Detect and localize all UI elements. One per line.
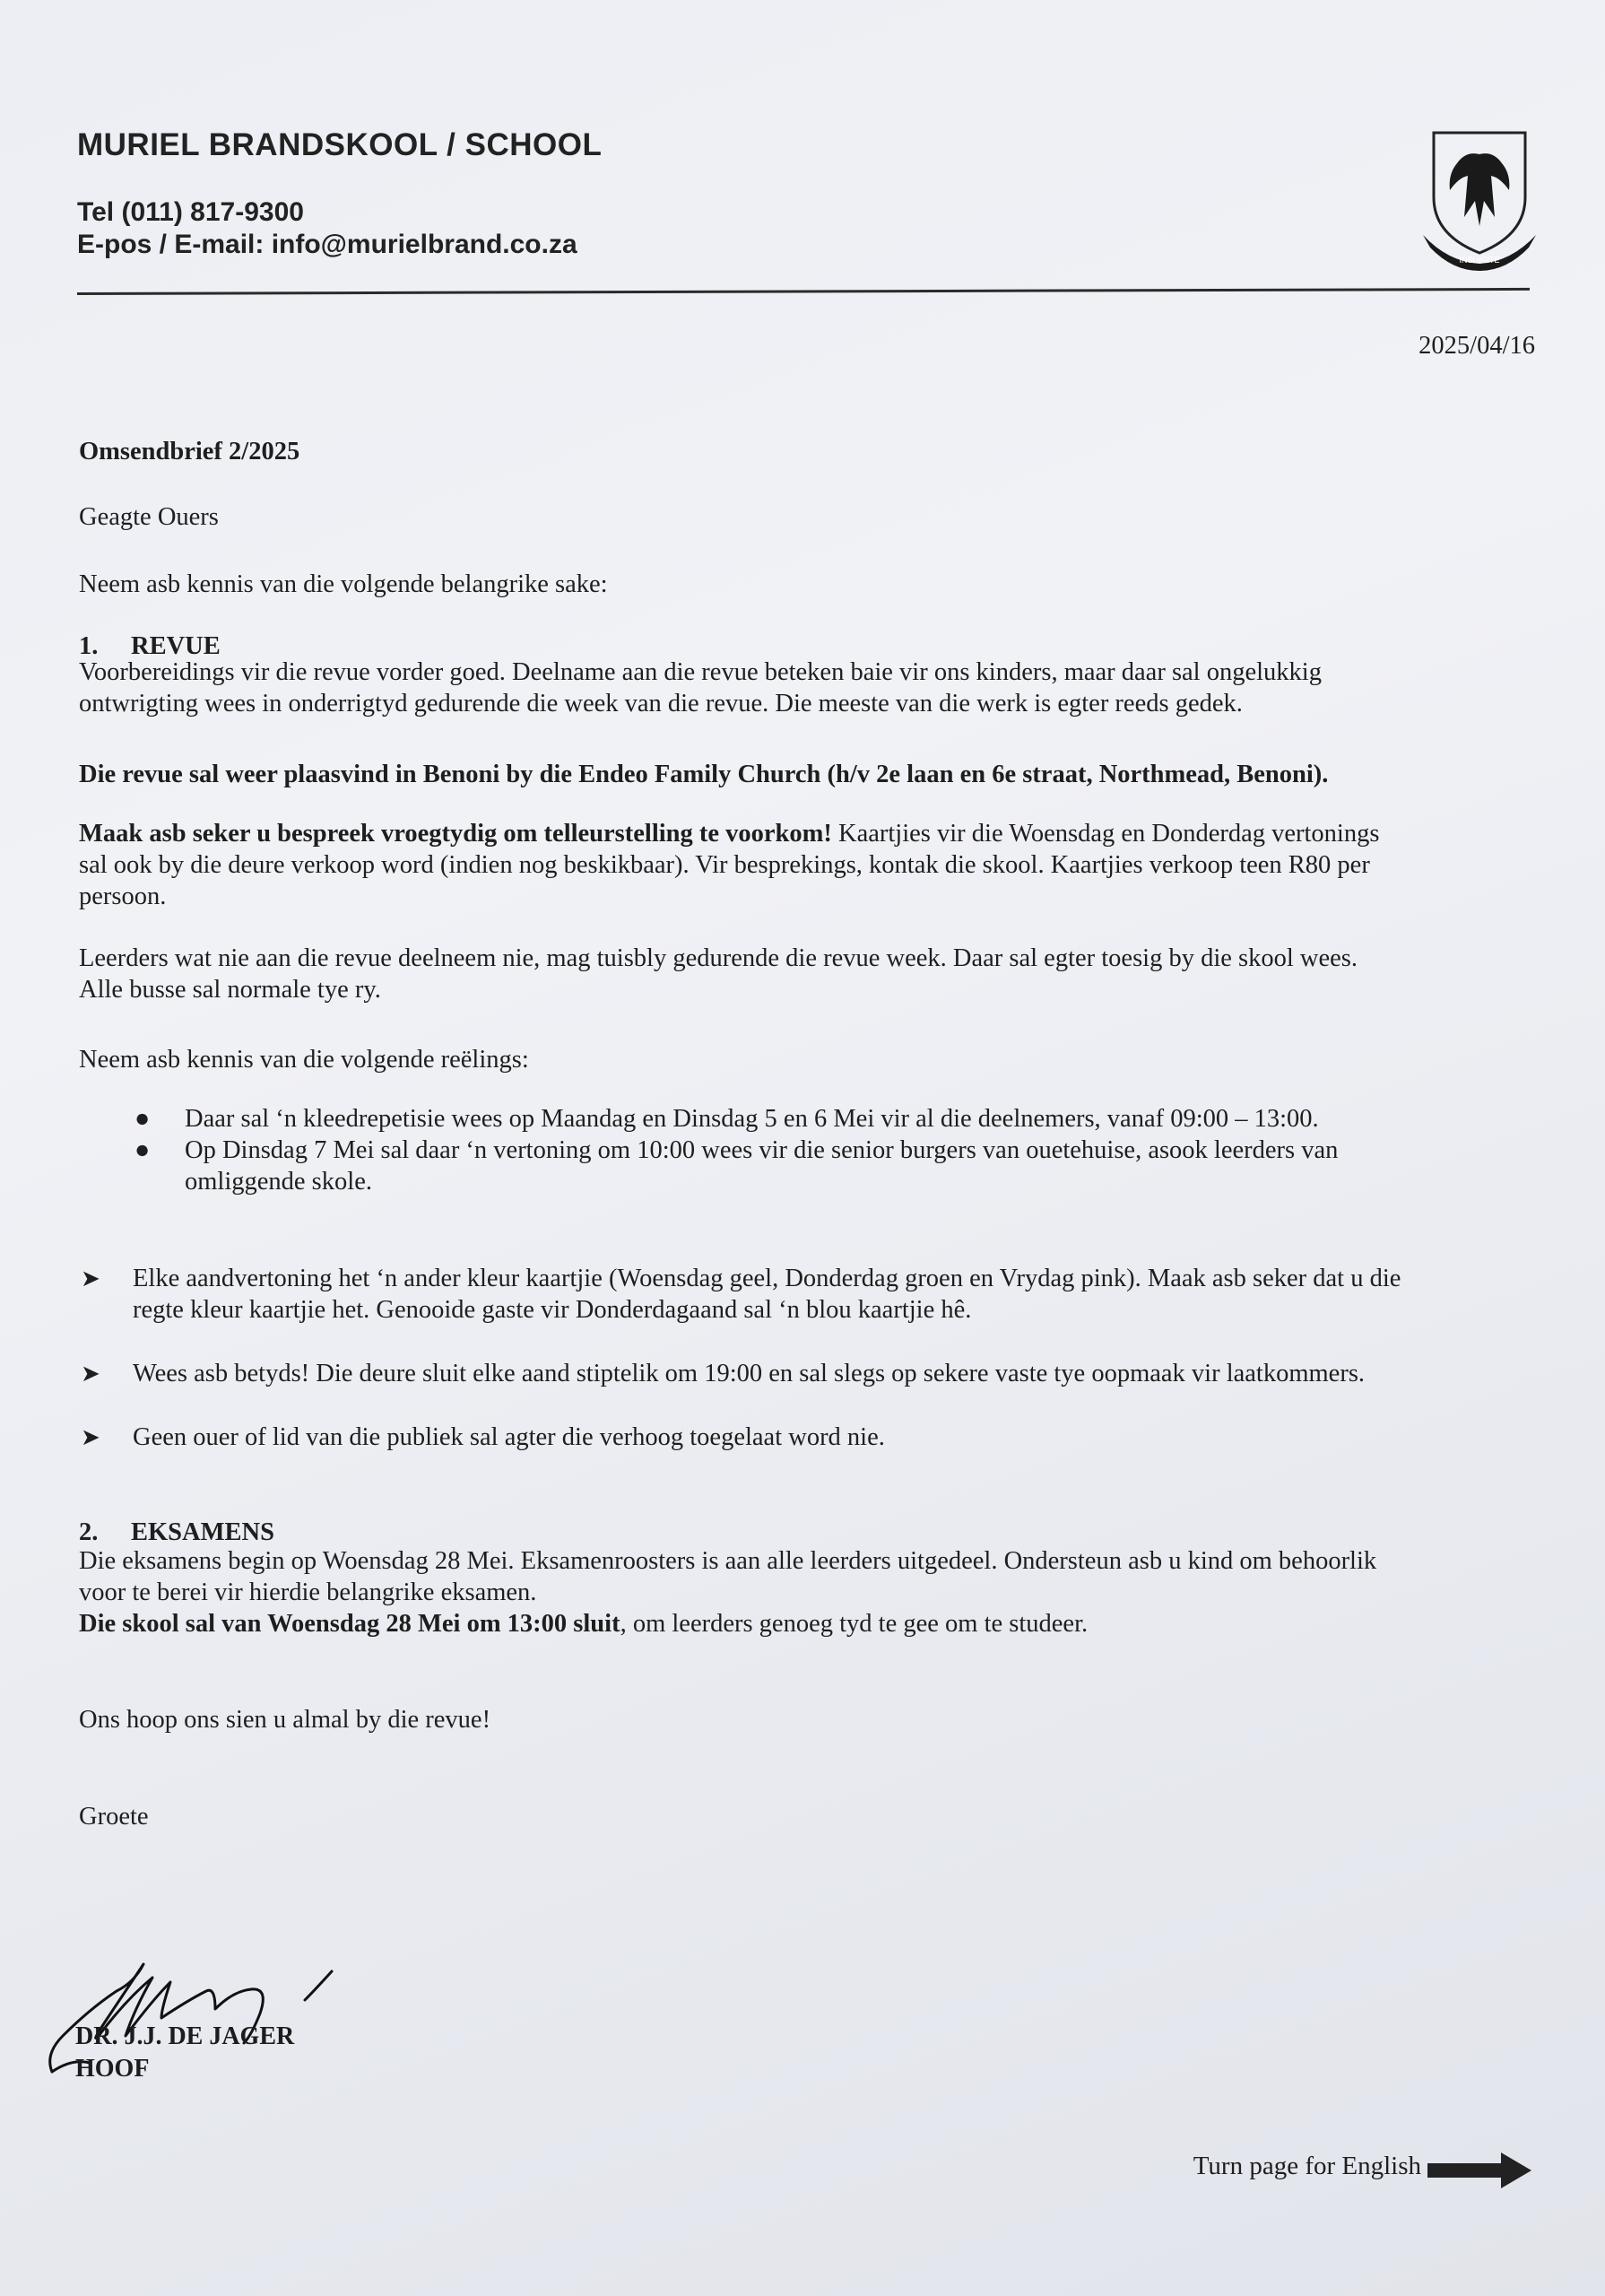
text-line: voor te berei vir hierdie belangrike eksamen. (79, 1578, 537, 1606)
arrow-item (81, 1358, 1515, 1389)
intro-text: Neem asb kennis van die volgende belangrike sake: (79, 570, 608, 598)
arrangements-list (134, 1103, 1497, 1197)
arrangements-intro: Neem asb kennis van die volgende reëlings: (79, 1046, 529, 1074)
closing-text: , om leerders genoeg tyd te gee om te studeer. (620, 1610, 1089, 1638)
sign-off-hope: Ons hoop ons sien u almal by die revue! (79, 1706, 491, 1734)
arrow-bullet-icon: ➤ (81, 1424, 100, 1450)
greeting: Geagte Ouers (79, 503, 219, 531)
arrow-item (81, 1422, 1515, 1453)
list-item-text: Op Dinsdag 7 Mei sal daar ‘n vertoning om 10:00 wees vir die senior burgers van ouetehuise, asook leerders van (185, 1136, 1339, 1164)
section-number: 2. (79, 1518, 99, 1546)
arrow-item-text-cont: regte kleur kaartjie het. Genooide gaste vir Donderdagaand sal ‘n blou kaartjie hê. (133, 1296, 972, 1324)
text-line: Leerders wat nie aan die revue deelneem nie, mag tuisbly gedurende die revue week. Daar sal egter toesig by die skool wees. (79, 944, 1358, 972)
list-item (134, 1103, 1497, 1135)
school-phone: Tel (011) 817-9300 (77, 197, 304, 227)
section-heading-exams (79, 1517, 1514, 1548)
bullet-icon: ● (134, 1105, 151, 1133)
arrow-item (81, 1263, 1515, 1326)
school-crest-icon (1421, 127, 1538, 271)
header-divider (77, 288, 1530, 295)
list-item (134, 1135, 1497, 1197)
signatory-title: HOOF (75, 2055, 150, 2083)
section-number: 1. (79, 632, 99, 660)
text-line (79, 818, 1514, 849)
text-line: ontwrigting wees in onderrigtyd gedurende die week van die revue. Die meeste van die werk is egter reeds gedek. (79, 690, 1243, 718)
revue-paragraph (79, 657, 1514, 719)
arrow-bullet-icon: ➤ (81, 1361, 100, 1387)
crest-motto: INSUIGITE (1459, 256, 1500, 265)
list-item-text: Daar sal ‘n kleedrepetisie wees op Maandag en Dinsdag 5 en 6 Mei vir al die deelnemers, vanaf 09:00 – 13:00. (185, 1105, 1319, 1133)
arrow-item-text: Geen ouer of lid van die publiek sal agter die verhoog toegelaat word nie. (133, 1423, 885, 1451)
bullet-icon: ● (134, 1136, 151, 1164)
school-email: E-pos / E-mail: info@murielbrand.co.za (77, 230, 577, 259)
arrow-item-text: Elke aandvertoning het ‘n ander kleur kaartjie (Woensdag geel, Donderdag groen en Vrydag pink). Maak asb seker dat u die (133, 1265, 1401, 1292)
arrow-bullet-icon: ➤ (81, 1265, 100, 1292)
text-line: Die eksamens begin op Woensdag 28 Mei. Eksamenroosters is aan alle leerders uitgedeel. Ondersteun asb u kind om behoorlik (79, 1547, 1377, 1575)
regards: Groete (79, 1803, 149, 1831)
revue-venue: Die revue sal weer plaasvind in Benoni by die Endeo Family Church (h/v 2e laan en 6e straat, Northmead, Benoni). (79, 761, 1329, 788)
list-item-text-cont: omliggende skole. (185, 1168, 372, 1196)
booking-text: Kaartjies vir die Woensdag en Donderdag vertonings (831, 820, 1380, 848)
section-title: REVUE (131, 632, 221, 660)
exams-paragraph (79, 1545, 1514, 1639)
text-line: Voorbereidings vir die revue vorder goed. Deelname aan die revue beteken baie vir ons kinders, maar daar sal ongelukkig (79, 658, 1322, 686)
text-line: sal ook by die deure verkoop word (indien nog beskikbaar). Vir besprekings, kontak die skool. Kaartjies verkoop teen R80 per (79, 851, 1370, 879)
closing-emphasis: Die skool sal van Woensdag 28 Mei om 13:00 sluit (79, 1610, 620, 1638)
booking-paragraph (79, 818, 1514, 912)
arrow-item-text: Wees asb betyds! Die deure sluit elke aand stiptelik om 19:00 en sal slegs op sekere vaste tye oopmaak vir laatkommers. (133, 1360, 1366, 1387)
nonparticipants-paragraph (79, 943, 1514, 1005)
section-title: EKSAMENS (131, 1518, 274, 1546)
text-line: persoon. (79, 883, 167, 910)
right-arrow-icon (1426, 2151, 1533, 2190)
circular-reference: Omsendbrief 2/2025 (79, 438, 300, 465)
signatory-name: DR. J.J. DE JAGER (75, 2022, 295, 2050)
text-line (79, 1608, 1514, 1639)
turn-page-note: Turn page for English (1193, 2152, 1421, 2180)
booking-emphasis: Maak asb seker u bespreek vroegtydig om telleurstelling te voorkom! (79, 820, 832, 848)
school-name: MURIEL BRANDSKOOL / SCHOOL (77, 127, 603, 162)
text-line: Alle busse sal normale tye ry. (79, 976, 381, 1004)
letter-date: 2025/04/16 (1418, 332, 1535, 360)
